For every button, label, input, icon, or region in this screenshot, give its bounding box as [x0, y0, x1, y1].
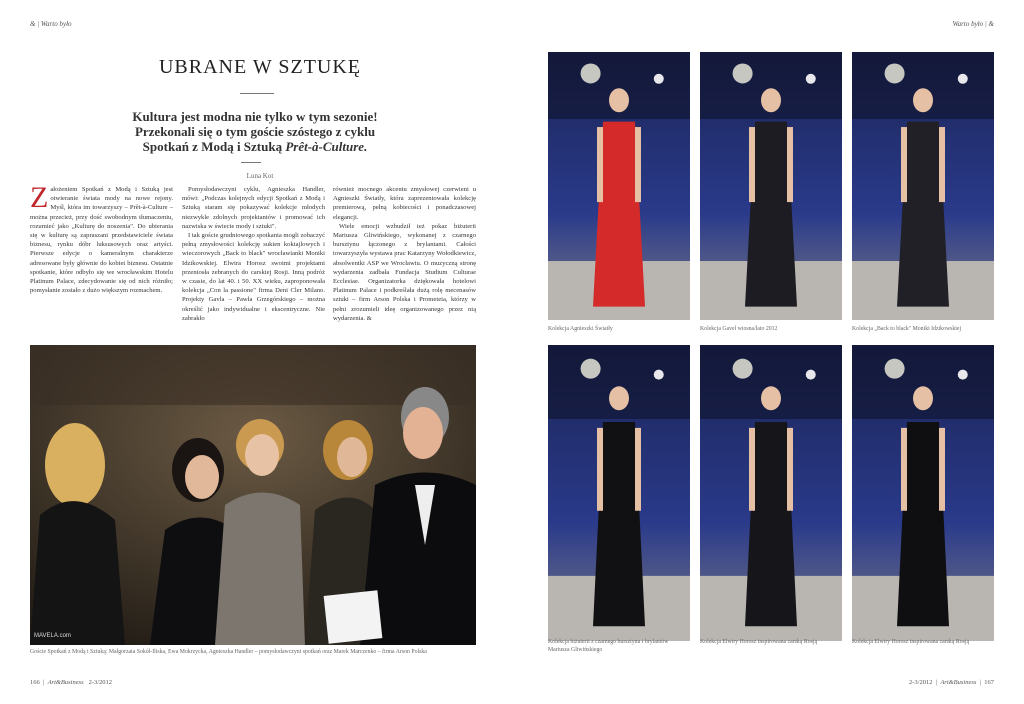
runway-photo [548, 52, 690, 320]
runway-photo-caption: Kolekcja biżuterii z czarnego bursztynu i brylantów Mariusza Gliwińskiego [548, 639, 669, 653]
article-author: Luna Kot [246, 172, 274, 180]
text-column-1 [30, 181, 173, 295]
subtitle-line-3 [60, 139, 450, 154]
runway-photo [852, 52, 994, 320]
author-divider [241, 162, 261, 163]
left-issue: 2-3/2012 [88, 679, 113, 686]
runway-photo-caption: Kolekcja Agnieszki Światły [548, 326, 613, 332]
left-running-head: & | Warto było [30, 20, 72, 28]
column1-text: ałożeniem Spotkań z Modą i Sztuką jest otwieranie świata mody na nowe rejony. Myśl, która im towarzyszy – Prêt-à-Culture – można przecież, przy dość swobodnym tłumaczeniu, rozumieć jako „Kulturę do noszenia". Do ubierania się w kulturę są zapraszani przedstawiciele świata biznesu, rynku dóbr luksusowych oraz artyści. Pierwsze edycje o kameralnym charakterze adresowane były głównie do kobiet biznesu. Ostatnie spotkanie, które odbyło się we wrocławskim Hotelu Platinum Palace, zdecydowanie się od nich różniło; pomysłanie zostało z dużo większym rozmachem. [30, 186, 173, 295]
column3-paragraph-1: również mocnego akcentu zmysłowej czerwieni u Agnieszki Światły, która zaprezentowała kolekcję premierową, pełną kobiecości i ponadczasowej elegancji. [333, 186, 476, 221]
guests-photo-caption: Goście Spotkań z Modą i Sztuką: Małgorzata Sokół-Iliska, Ewa Mokrzycka, Agnieszka Handler – pomysłodawczyni spotkań oraz Marek Marczenko – firma Arson Polska [30, 649, 427, 655]
subtitle-line-2: Przekonali się o tym goście szóstego z cyklu [134, 124, 376, 139]
runway-photo [700, 52, 842, 320]
column1-paragraph [30, 181, 173, 295]
runway-photo [852, 345, 994, 641]
left-magazine-name: Art&Business [47, 679, 84, 686]
column2-paragraph-1: Pomysłodawczyni cyklu, Agnieszka Handler, mówi: „Podczas kolejnych edycji Spotkań z Modą i Sztuką staram się pokazywać kolekcje młodych niezwykle zdolnych projektantów i promować ich nazwiska w świecie mody i sztuki". [182, 186, 325, 230]
runway-photo [700, 345, 842, 641]
right-issue: 2-3/2012 [909, 679, 933, 686]
article-title: UBRANE W SZTUKĘ [158, 56, 362, 78]
text-column-2 [182, 185, 325, 323]
runway-photo [548, 345, 690, 641]
right-page-number: 167 [984, 679, 994, 686]
runway-photo-caption: Kolekcja Gavel wiosna/lato 2012 [700, 326, 778, 332]
left-page-number: 166 [30, 679, 40, 686]
runway-photo-caption: Kolekcja „Back to black" Moniki Idzikowskiej [852, 326, 962, 332]
article-subtitle [60, 109, 450, 154]
left-footer: 166 | Art&Business 2-3/2012 [30, 679, 113, 686]
runway-photo-caption: Kolekcja Elwiry Horosz inspirowana carską Rosją [852, 639, 970, 645]
right-running-head: Warto było | & [952, 20, 994, 28]
text-column-3 [333, 185, 476, 323]
column2-paragraph-2: I tak goście grudniowego spotkania mogli zobaczyć pełną zmysłowości kolekcję sukien koktajlowych i wieczorowych „Back to black" wrocławianki Moniki Idzikowskiej. Elwira Horosz swoimi projektami przeniosła zebranych do carskiej Rosji. Inną podróż w czasie, do lat 40. i 50. XX wieku, zaproponowała kolekcja „Con la passione" firma Deni Cler Milano. Projekty Gavla – Pawła Grzegórskiego – można określić jako indywidualne i ekscentryczne. Nie zabrakło [182, 232, 325, 322]
column3-paragraph-2: Wiele emocji wzbudził też pokaz biżuterii Mariusza Gliwińskiego, wykonanej z czarnego bursztynu łączonego z brylantami. Całości towarzyszyła wystawa prac Katarzyny Wołodkiewicz, absolwentki ASP we Wrocławiu. O muzyczną stronę wydarzenia zadbała Fundacja Studium Culturae Ecclesiae. Organizatorka dziękowała hotelowi Platinum Palace i podkreślała dużą rolę mecenasów sztuki – firm Arson Polska i Prometeia, którzy w pełni zrozumieli ideę organizowanego przez nią wydarzenia. & [333, 222, 476, 322]
photo-watermark: MAVELA.com [34, 633, 71, 639]
right-magazine-name: Art&Business [940, 679, 977, 686]
runway-photo-caption: Kolekcja Elwiry Horosz inspirowana carską Rosją [700, 639, 818, 645]
guests-photo [30, 345, 476, 645]
subtitle-line-1: Kultura jest modna nie tylko w tym sezonie! [132, 109, 378, 124]
subtitle-line-3-text: Spotkań z Modą i Sztuką [142, 139, 286, 154]
dropcap: Z [30, 181, 49, 214]
title-divider [240, 93, 274, 94]
right-footer: 2-3/2012 | Art&Business | 167 [909, 679, 994, 686]
subtitle-line-3-italic: Prêt-à-Culture. [285, 139, 368, 154]
